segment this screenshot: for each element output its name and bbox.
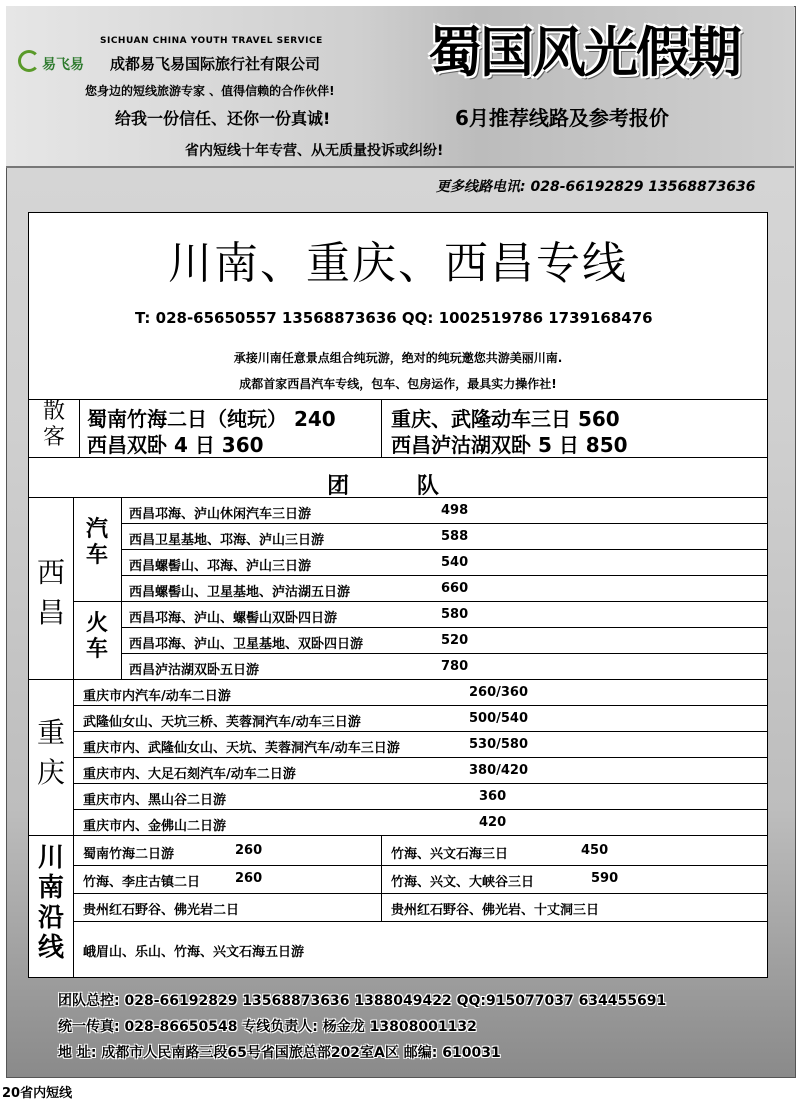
chuannan-route: 贵州红石野谷、佛光岩、十丈洞三日 (391, 903, 600, 918)
xichang-route: 西昌邛海、泸山、卫星基地、双卧四日游 (129, 637, 364, 652)
chongqing-price: 420 (479, 815, 507, 830)
chuannan-price: 590 (591, 871, 619, 886)
company-logo (18, 50, 84, 74)
xichang-price: 660 (441, 581, 469, 596)
chongqing-price: 500/540 (469, 711, 529, 726)
chongqing-route: 重庆市内、黑山谷二日游 (83, 793, 227, 808)
fit-route-right-1: 重庆、武隆动车三日 560 (391, 407, 620, 431)
english-name: SICHUAN CHINA YOUTH TRAVEL SERVICE (100, 36, 323, 46)
group-heading: 团 队 (327, 474, 469, 499)
chuannan-price: 450 (581, 843, 609, 858)
fit-route-left-1: 蜀南竹海二日（纯玩） 240 (87, 407, 336, 431)
chuannan-route: 竹海、兴文、大峡谷三日 (391, 875, 535, 890)
more-routes-phone: 更多线路电讯: 028-66192829 13568873636 (436, 179, 756, 195)
slogan-quality: 省内短线十年专营、从无质量投诉或纠纷! (185, 143, 444, 159)
xichang-price: 540 (441, 555, 469, 570)
panel-contact: T: 028-65650557 13568873636 QQ: 1002519786 1739168476 (135, 309, 653, 327)
xichang-price: 780 (441, 659, 469, 674)
panel-intro-2: 成都首家西昌汽车专线，包车、包房运作，最具实力操作社! (239, 377, 557, 391)
sub-train: 火 车 (85, 611, 108, 662)
xichang-route: 西昌邛海、泸山休闲汽车三日游 (129, 507, 312, 522)
region-chuannan: 川 南 沿 线 (37, 843, 64, 963)
footer-fax: 统一传真: 028-86650548 专线负责人: 杨金龙 13808001132 (58, 1019, 477, 1035)
xichang-price: 588 (441, 529, 469, 544)
xichang-price: 580 (441, 607, 469, 622)
chongqing-route: 重庆市内、武隆仙女山、天坑、芙蓉洞汽车/动车三日游 (83, 741, 400, 756)
xichang-price: 520 (441, 633, 469, 648)
slogan-trust: 给我一份信任、还你一份真诚! (115, 109, 331, 128)
region-xichang: 西 昌 (36, 556, 65, 629)
logo-text: 易飞易 (42, 57, 84, 73)
slogan-partner: 您身边的短线旅游专家 、值得信赖的合作伙伴! (85, 84, 335, 98)
chuannan-price: 260 (235, 843, 263, 858)
logo-icon (18, 50, 40, 72)
panel-intro-1: 承接川南任意景点组合纯玩游，绝对的纯玩邀您共游美丽川南. (233, 351, 563, 365)
xichang-route: 西昌螺髻山、卫星基地、泸沽湖五日游 (129, 585, 351, 600)
footer-group-control: 团队总控: 028-66192829 13568873636 13880494​22 QQ:915077037 634455691 (58, 993, 667, 1009)
xichang-route: 西昌螺髻山、邛海、泸山三日游 (129, 559, 312, 574)
xichang-route: 西昌邛海、泸山、螺髻山双卧四日游 (129, 611, 338, 626)
chongqing-price: 530/580 (469, 737, 529, 752)
xichang-route: 西昌泸沽湖双卧五日游 (129, 663, 260, 678)
chongqing-route: 武隆仙女山、天坑三桥、芙蓉洞汽车/动车三日游 (83, 715, 361, 730)
xichang-route: 西昌卫星基地、邛海、泸山三日游 (129, 533, 325, 548)
chuannan-route: 竹海、李庄古镇二日 (83, 875, 201, 890)
chongqing-price: 360 (479, 789, 507, 804)
region-chongqing: 重 庆 (36, 716, 65, 789)
main-title: 蜀国风光假期 (428, 20, 740, 84)
chuannan-route: 竹海、兴文石海三日 (391, 847, 509, 862)
route-panel (28, 212, 768, 978)
chuannan-route: 蜀南竹海二日游 (83, 847, 175, 862)
sub-bus: 汽 车 (85, 517, 108, 568)
chuannan-route: 贵州红石野谷、佛光岩二日 (83, 903, 240, 918)
chuannan-price: 260 (235, 871, 263, 886)
xichang-price: 498 (441, 503, 469, 518)
company-name: 成都易飞易国际旅行社有限公司 (110, 55, 321, 73)
page-number: 20省内短线 (2, 1086, 73, 1101)
fit-label: 散 客 (42, 399, 65, 450)
chongqing-route: 重庆市内、大足石刻汽车/动车二日游 (83, 767, 296, 782)
fit-route-left-2: 西昌双卧 4 日 360 (87, 433, 264, 457)
main-subtitle: 6月推荐线路及参考报价 (455, 106, 669, 130)
chuannan-route-long: 峨眉山、乐山、竹海、兴文石海五日游 (83, 945, 305, 960)
panel-title: 川南、重庆、西昌专线 (168, 238, 628, 289)
footer-address: 地 址: 成都市人民南路三段65号省国旅总部202室A区 邮编: 610031 (58, 1045, 501, 1061)
chongqing-route: 重庆市内、金佛山二日游 (83, 819, 227, 834)
chongqing-price: 260/360 (469, 685, 529, 700)
chongqing-route: 重庆市内汽车/动车二日游 (83, 689, 231, 704)
fit-route-right-2: 西昌泸沽湖双卧 5 日 850 (391, 433, 628, 457)
chongqing-price: 380/420 (469, 763, 529, 778)
